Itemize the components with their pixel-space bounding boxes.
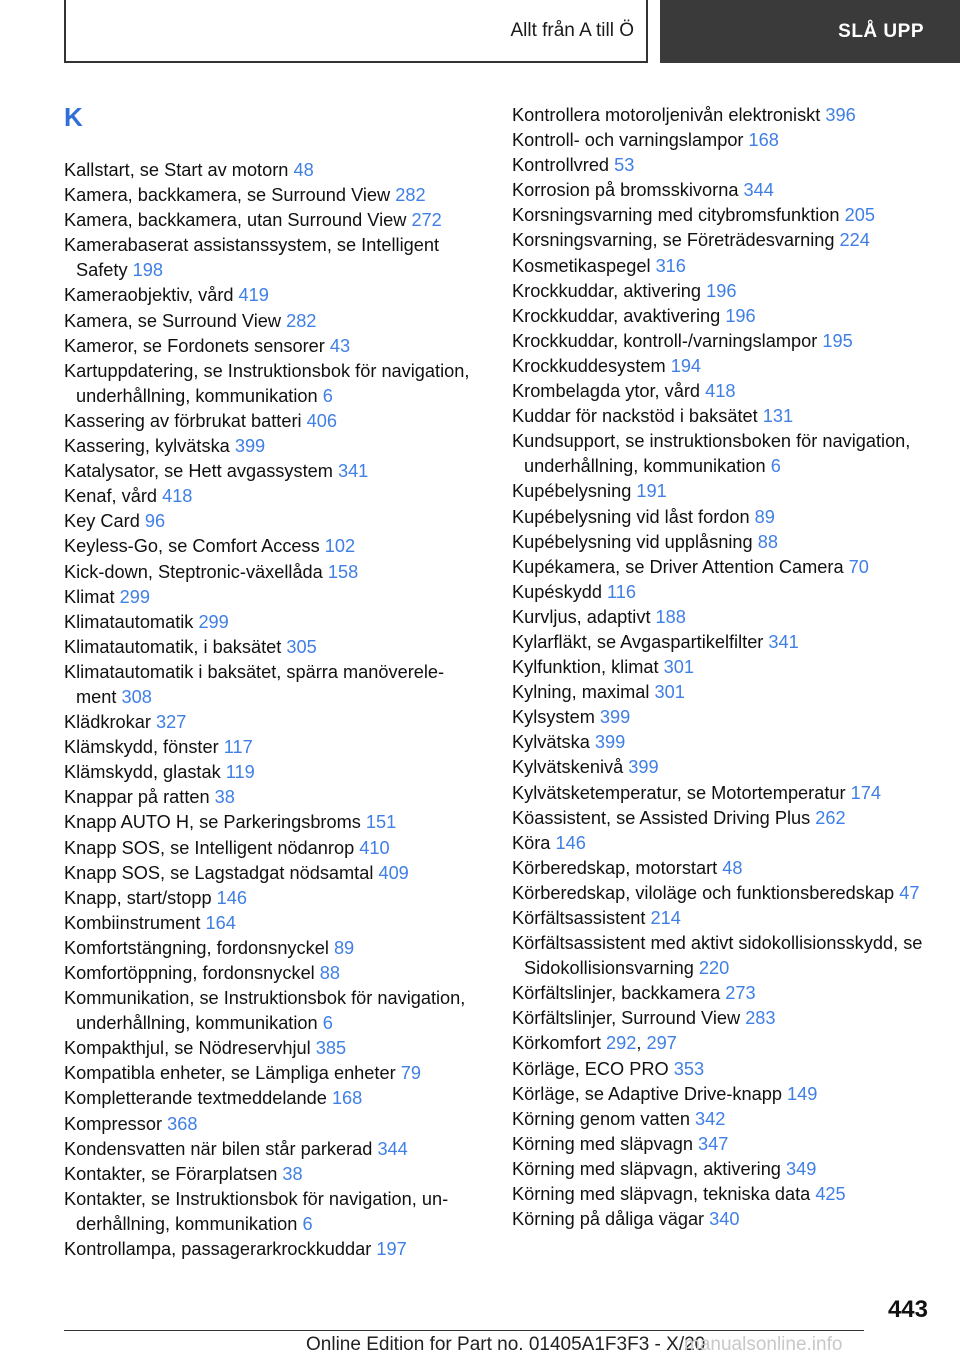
index-entry-text: Key Card (64, 511, 145, 532)
index-entry-text: Kondensvatten när bilen står parkerad (64, 1138, 378, 1159)
index-entry (64, 1187, 474, 1237)
page-reference-link[interactable]: 116 (607, 581, 637, 602)
page-reference-link[interactable]: 342 (695, 1108, 726, 1129)
page-reference-link[interactable]: 70 (848, 556, 869, 577)
index-entry (64, 509, 474, 534)
index-letter-heading: K (64, 102, 83, 132)
page-number: 443 (887, 1296, 928, 1323)
page-reference-link[interactable]: 196 (725, 305, 756, 326)
page-reference-link[interactable]: 38 (214, 787, 235, 808)
page-reference-link[interactable]: 158 (327, 561, 359, 582)
page-reference-link[interactable]: 308 (121, 686, 152, 707)
page-reference-link[interactable]: 385 (315, 1038, 347, 1059)
index-entry (512, 479, 932, 504)
index-entry (64, 484, 474, 509)
index-entry-text: Knappar på ratten (64, 787, 215, 808)
index-entry (64, 610, 474, 635)
index-entry (64, 1162, 474, 1187)
index-entry-text: Krockkuddar, avaktivering (512, 305, 726, 326)
index-entry-text: Klimatautomatik (64, 611, 199, 632)
page-reference-link[interactable]: 301 (654, 682, 685, 703)
index-entry-text: Kamerabaserat assistanssystem, se Intelligent Safety (64, 235, 440, 281)
index-entry (64, 936, 474, 961)
page-reference-link[interactable]: 224 (839, 230, 870, 251)
index-entry (512, 680, 932, 705)
index-entry-text: Kamera, se Surround View (64, 310, 287, 331)
page-reference-link[interactable]: 344 (743, 180, 774, 201)
index-entry (512, 429, 932, 479)
page-reference-link[interactable]: 419 (238, 285, 269, 306)
index-entry-text: Kontrollvred (512, 155, 615, 176)
page-reference-link[interactable]: 149 (787, 1083, 818, 1104)
index-entry (512, 1107, 932, 1132)
page-reference-link[interactable]: 418 (705, 381, 736, 402)
page-reference-link[interactable]: 198 (132, 260, 163, 281)
index-entry (512, 254, 932, 279)
index-entry-text: Kupékamera, se Driver Attention Camera (512, 556, 849, 577)
index-entry-text: Kenaf, vård (64, 486, 163, 507)
page-reference-link[interactable]: 399 (594, 732, 626, 753)
index-entry (64, 1086, 474, 1111)
index-entry-text: Kupébelysning (512, 481, 637, 502)
page-reference-link[interactable]: 6 (322, 1013, 333, 1034)
page-reference-link[interactable]: 6 (770, 456, 781, 477)
index-entry-text: Korrosion på bromsskivorna (512, 180, 744, 201)
index-entry (64, 208, 474, 233)
lookup-button-label: SLÅ UPP (838, 20, 924, 42)
index-entry (64, 961, 474, 986)
index-entry-text: Kupébelysning vid låst fordon (512, 506, 755, 527)
page-reference-link[interactable]: 273 (725, 983, 756, 1004)
page-reference-link[interactable]: 6 (322, 385, 333, 406)
page-reference-link[interactable]: 146 (216, 887, 248, 908)
section-header (64, 0, 648, 63)
page-reference-link[interactable]: 409 (378, 862, 409, 883)
index-entry (512, 981, 932, 1006)
page-reference-link[interactable]: 89 (333, 937, 355, 958)
page-reference-link[interactable]: 191 (636, 481, 667, 502)
index-entry (64, 710, 474, 735)
index-entry-text: Kamera, backkamera, se Surround View (64, 185, 396, 206)
index-entry-text: Kylning, maximal (512, 682, 655, 703)
page-reference-link[interactable]: 102 (324, 536, 356, 557)
index-entry (64, 359, 474, 409)
index-entry-text: Klimat (64, 586, 120, 607)
page-reference-link[interactable]: 196 (706, 280, 737, 301)
index-entry (512, 705, 932, 730)
index-entry-text: Kylvätsketemperatur, se Motortemperatur (512, 782, 851, 803)
index-entry-text: Köassistent, se Assisted Driving Plus (512, 807, 816, 828)
index-entry-text: Klimatautomatik, i baksätet (64, 636, 287, 657)
index-entry-text: Kupéskydd (512, 581, 608, 602)
index-entry (64, 233, 474, 283)
index-entry (512, 1132, 932, 1157)
index-entry (512, 806, 932, 831)
index-entry (64, 1237, 474, 1262)
page-reference-link[interactable]: 344 (377, 1138, 408, 1159)
index-entry-text: Kylsystem (512, 707, 600, 728)
index-entry-text: Klimatautomatik i baksätet, spärra manöverelement (64, 661, 445, 707)
index-entry-text: Knapp SOS, se Lagstadgat nödsamtal (64, 862, 379, 883)
page-reference-link[interactable]: 283 (745, 1008, 776, 1029)
index-entry (64, 635, 474, 660)
page-reference-link[interactable]: 88 (757, 531, 778, 552)
page-reference-link[interactable]: 220 (698, 958, 730, 979)
index-entry (64, 1137, 474, 1162)
index-entry-text: Körning genom vatten (512, 1108, 696, 1129)
index-entry (64, 158, 474, 183)
page-reference-link[interactable]: 272 (411, 210, 442, 231)
page-reference-link[interactable]: 48 (293, 160, 314, 180)
watermark: manualsonline.info (684, 1334, 843, 1355)
index-entry (512, 530, 932, 555)
index-entry (512, 404, 932, 429)
page-reference-link[interactable]: 214 (650, 908, 681, 928)
index-entry-text: Kassering av förbrukat batteri (64, 410, 307, 431)
index-entry (512, 730, 932, 755)
index-entry (512, 1006, 932, 1031)
index-entry (64, 911, 474, 936)
index-entry (512, 605, 932, 630)
index-entry-text: Korsningsvarning, se Företrädesvarning (512, 230, 840, 251)
page-reference-link[interactable]: 399 (234, 436, 266, 457)
index-entry-text: Körning med släpvagn (512, 1133, 699, 1154)
page-reference-link[interactable]: 340 (709, 1209, 740, 1230)
index-entry (512, 279, 932, 304)
page-reference-link[interactable]: 297 (646, 1033, 677, 1054)
lookup-button[interactable] (660, 0, 960, 63)
page-reference-link[interactable]: 48 (722, 857, 743, 878)
index-entry (512, 1082, 932, 1107)
index-entry-text: Körning på dåliga vägar (512, 1209, 710, 1230)
page-separator: , (636, 1033, 647, 1054)
page-reference-link[interactable]: 205 (844, 205, 875, 226)
page-reference-link[interactable]: 151 (365, 812, 397, 833)
index-entry (64, 560, 474, 585)
index-entry (512, 906, 932, 931)
index-entry (512, 1057, 932, 1082)
index-entry-text: Kundsupport, se instruktionsboken för navigation, underhållning, kommunikation (512, 431, 911, 477)
index-entry (64, 1036, 474, 1061)
page-reference-link[interactable]: 410 (359, 837, 390, 858)
page-reference-link[interactable]: 399 (599, 707, 631, 728)
index-entry (64, 861, 474, 886)
index-entry-text: Krockkuddar, aktivering (512, 280, 707, 301)
page-reference-link[interactable]: 146 (555, 832, 586, 853)
index-entry-text: Kartuppdatering, se Instruktionsbok för navigation, underhållning, kommunikation (64, 360, 470, 406)
index-entry (64, 1112, 474, 1137)
index-entry-text: Knapp AUTO H, se Parkeringsbroms (64, 812, 366, 833)
page-reference-link[interactable]: 88 (319, 963, 341, 983)
index-entry (512, 153, 932, 178)
page-reference-link[interactable]: 299 (119, 586, 150, 607)
index-entry (512, 931, 932, 981)
index-entry-text: Körläge, se Adaptive Drive-knapp (512, 1083, 787, 1104)
index-entry-text: Kombiinstrument (64, 912, 206, 933)
index-entry-text: Kameror, se Fordonets sensorer (64, 335, 330, 356)
index-entry (64, 283, 474, 308)
index-entry (512, 580, 932, 605)
index-entry (64, 810, 474, 835)
index-entry (512, 1207, 932, 1232)
footer-edition-text: Online Edition for Part no. 01405A1F3F3 - X/20 (306, 1334, 706, 1355)
index-entry-text: Katalysator, se Hett avgassystem (64, 461, 338, 482)
index-entry-text: Kontrollampa, passagerarkrockkuddar (64, 1239, 377, 1260)
index-entry (64, 334, 474, 359)
page-reference-link[interactable]: 131 (762, 406, 794, 427)
index-entry (512, 755, 932, 780)
page-reference-link[interactable]: 168 (331, 1088, 363, 1109)
index-entry-text: Kylvätskenivå (512, 757, 629, 778)
index-entry-text: Kick-down, Steptronic-växellåda (64, 561, 328, 582)
page-reference-link[interactable]: 353 (673, 1058, 705, 1079)
index-entry (512, 831, 932, 856)
index-entry-text: Klädkrokar (64, 712, 156, 733)
index-entry (512, 379, 932, 404)
index-entry-text: Kompatibla enheter, se Lämpliga enheter (64, 1063, 401, 1084)
page-reference-link[interactable]: 399 (628, 757, 659, 778)
page-reference-link[interactable]: 368 (167, 1113, 198, 1134)
page-reference-link[interactable]: 79 (400, 1063, 421, 1084)
index-entry (512, 856, 932, 881)
index-entry (64, 434, 474, 459)
index-entry-text: Komfortstängning, fordonsnyckel (64, 937, 334, 958)
index-entry-text: Körberedskap, viloläge och funktionsberedskap (512, 882, 900, 903)
index-entry (64, 585, 474, 610)
index-entry-text: Körning med släpvagn, tekniska data (512, 1184, 816, 1205)
page-reference-link[interactable]: 406 (306, 410, 337, 431)
index-entry-text: Körkomfort (512, 1033, 606, 1054)
page-reference-link[interactable]: 349 (785, 1158, 817, 1179)
page-reference-link[interactable]: 396 (825, 105, 856, 125)
index-entry-text: Kylfunktion, klimat (512, 657, 664, 678)
index-entry-text: Korsningsvarning med citybromsfunktion (512, 205, 845, 226)
index-entry (64, 183, 474, 208)
page-reference-link[interactable]: 38 (282, 1163, 303, 1184)
index-entry (512, 1182, 932, 1207)
index-entry (512, 203, 932, 228)
index-column-right (512, 103, 932, 1232)
index-entry-text: Krockkuddar, kontroll-/varningslampor (512, 330, 823, 351)
index-entry-text: Kompressor (64, 1113, 168, 1134)
index-entry (64, 986, 474, 1036)
page-reference-link[interactable]: 292 (606, 1033, 637, 1054)
index-column-left (64, 158, 474, 1262)
index-entry (64, 760, 474, 785)
page-reference-link[interactable]: 197 (376, 1239, 407, 1260)
index-entry (512, 354, 932, 379)
page-reference-link[interactable]: 425 (815, 1184, 846, 1205)
index-entry-text: Krockkuddesystem (512, 355, 671, 376)
index-entry (512, 178, 932, 203)
index-entry-text: Körning med släpvagn, aktivering (512, 1158, 786, 1179)
page-reference-link[interactable]: 262 (815, 807, 846, 828)
page-reference-link[interactable]: 341 (337, 461, 369, 482)
index-entry (512, 630, 932, 655)
index-entry (512, 505, 932, 530)
index-entry-text: Kompakthjul, se Nödreservhjul (64, 1038, 316, 1059)
page-reference-link[interactable]: 47 (899, 882, 920, 903)
section-title: Allt från A till Ö (510, 19, 634, 41)
page-reference-link[interactable]: 299 (198, 611, 229, 632)
index-entry (64, 534, 474, 559)
index-entry-text: Kontakter, se Förarplatsen (64, 1163, 283, 1184)
index-entry-text: Komfortöppning, fordonsnyckel (64, 963, 320, 983)
index-entry-text: Kallstart, se Start av motorn (64, 160, 294, 180)
index-entry-text: Keyless-Go, se Comfort Access (64, 536, 325, 557)
index-entry (512, 103, 932, 128)
index-entry-text: Kurvljus, adaptivt (512, 606, 656, 627)
page-reference-link[interactable]: 341 (768, 631, 799, 652)
page-reference-link[interactable]: 305 (286, 636, 317, 657)
page-reference-link[interactable]: 96 (144, 511, 166, 532)
index-entry-text: Kontroll- och varningslampor (512, 130, 749, 151)
index-entry-text: Kompletterande textmeddelande (64, 1088, 332, 1109)
index-entry (512, 1157, 932, 1182)
page-reference-link[interactable]: 327 (156, 712, 187, 733)
page-reference-link[interactable]: 282 (286, 310, 317, 331)
page-reference-link[interactable]: 119 (225, 762, 255, 783)
page-reference-link[interactable]: 6 (302, 1213, 313, 1234)
index-entry-text: Knapp, start/stopp (64, 887, 217, 908)
index-entry-text: Kuddar för nackstöd i baksätet (512, 406, 763, 427)
page-reference-link[interactable]: 347 (698, 1133, 729, 1154)
index-entry (512, 228, 932, 253)
index-entry-text: Kupébelysning vid upplåsning (512, 531, 758, 552)
page-reference-link[interactable]: 194 (670, 355, 702, 376)
index-entry-text: Kontakter, se Instruktionsbok för navigation, underhållning, kommunikation (64, 1188, 449, 1234)
index-entry (512, 655, 932, 680)
index-entry (64, 785, 474, 810)
index-entry (512, 128, 932, 153)
page-reference-link[interactable]: 89 (754, 506, 775, 527)
index-entry (512, 781, 932, 806)
index-entry-text: Kylarfläkt, se Avgaspartikelfilter (512, 631, 769, 652)
page-reference-link[interactable]: 53 (614, 155, 635, 176)
page-reference-link[interactable]: 43 (329, 335, 351, 356)
page-reference-link[interactable]: 117 (223, 737, 253, 758)
page-reference-link[interactable]: 316 (655, 255, 686, 276)
page-reference-link[interactable]: 164 (205, 912, 236, 933)
page-reference-link[interactable]: 188 (655, 606, 686, 627)
index-entry-text: Kamera, backkamera, utan Surround View (64, 210, 412, 231)
index-entry-text: Körberedskap, motorstart (512, 857, 723, 878)
page-reference-link[interactable]: 282 (395, 185, 426, 206)
index-entry-text: Krombelagda ytor, vård (512, 381, 706, 402)
index-entry (512, 329, 932, 354)
index-entry-text: Klämskydd, glastak (64, 762, 226, 783)
index-entry (64, 309, 474, 334)
index-entry-text: Kassering, kylvätska (64, 436, 235, 457)
index-entry (64, 1061, 474, 1086)
index-entry (64, 886, 474, 911)
index-entry (512, 304, 932, 329)
index-entry-text: Kommunikation, se Instruktionsbok för navigation, underhållning, kommunikation (64, 988, 466, 1034)
page-reference-link[interactable]: 301 (663, 657, 694, 678)
index-entry (512, 555, 932, 580)
index-entry-text: Kameraobjektiv, vård (64, 285, 239, 306)
index-entry-text: Körfältslinjer, backkamera (512, 983, 726, 1004)
index-entry-text: Körfältsassistent med aktivt sidokollisionsskydd, se Sidokollisionsvarning (512, 933, 923, 979)
index-entry-text: Kontrollera motoroljenivån elektroniskt (512, 105, 826, 125)
index-entry-text: Kosmetikaspegel (512, 255, 656, 276)
index-entry (64, 735, 474, 760)
index-entry-text: Köra (512, 832, 556, 853)
index-entry (512, 1031, 932, 1056)
index-entry-text: Klämskydd, fönster (64, 737, 224, 758)
index-entry (512, 881, 932, 906)
index-entry (64, 660, 474, 710)
index-entry-text: Kylvätska (512, 732, 595, 753)
footer-divider (64, 1330, 864, 1331)
index-entry (64, 409, 474, 434)
index-entry-text: Körläge, ECO PRO (512, 1058, 674, 1079)
index-entry-text: Knapp SOS, se Intelligent nödanrop (64, 837, 360, 858)
page-reference-link[interactable]: 174 (850, 782, 881, 803)
index-entry (64, 836, 474, 861)
page-reference-link[interactable]: 168 (748, 130, 779, 151)
index-entry-text: Körfältslinjer, Surround View (512, 1008, 746, 1029)
index-entry (64, 459, 474, 484)
index-entry-text: Körfältsassistent (512, 908, 651, 928)
page-reference-link[interactable]: 195 (822, 330, 853, 351)
page-reference-link[interactable]: 418 (162, 486, 193, 507)
